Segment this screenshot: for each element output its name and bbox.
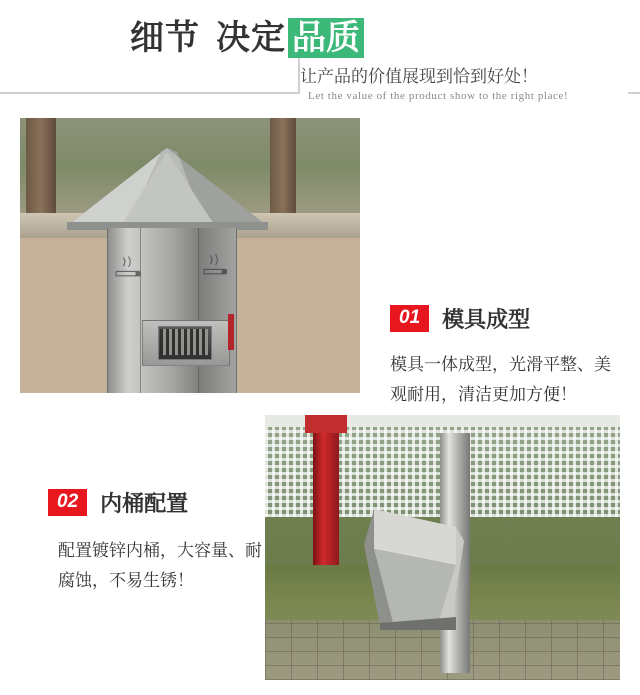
feature-2-heading <box>48 487 263 518</box>
feature-1-description: 模具一体成型，光滑平整、美观耐用，清洁更加方便！ <box>390 355 611 405</box>
header-rule-right <box>628 92 640 94</box>
feature-2-title: 内桶配置 <box>100 492 189 517</box>
feature-block-1 <box>390 303 620 410</box>
feature-1-heading <box>390 303 620 334</box>
trash-bin <box>75 146 260 393</box>
bin-red-sticker <box>228 314 234 350</box>
cigarette-icon-left <box>114 252 150 282</box>
cigarette-icon-right <box>202 250 238 280</box>
product-photo-inner-bucket <box>265 415 620 680</box>
feature-2-description: 配置镀锌内桶，大容量、耐腐蚀，不易生锈！ <box>58 541 262 591</box>
title-part-1: 细节 <box>130 18 200 58</box>
feature-2-number-badge: 02 <box>48 489 87 516</box>
bin-roof-icon <box>65 146 270 232</box>
page-title <box>130 18 364 58</box>
bin-grill <box>160 329 208 355</box>
inner-bucket <box>360 505 470 630</box>
bin-body <box>107 228 237 393</box>
feature-section-1 <box>0 118 640 408</box>
title-accent: 品质 <box>288 18 364 58</box>
page-subtitle: 让产品的价值展现到恰到好处！ <box>300 67 538 87</box>
page-header <box>0 0 640 118</box>
feature-1-number-badge: 01 <box>390 305 429 332</box>
header-rule-left <box>0 92 300 94</box>
product-photo-bin <box>20 118 360 393</box>
title-part-2: 决定 <box>216 18 286 58</box>
feature-1-title: 模具成型 <box>442 308 531 333</box>
photo2-red-pillar-cap <box>305 415 347 433</box>
feature-block-2 <box>48 487 263 596</box>
photo2-red-pillar <box>313 415 339 590</box>
page-subtitle-english: Let the value of the product show to the right place! <box>308 90 569 102</box>
